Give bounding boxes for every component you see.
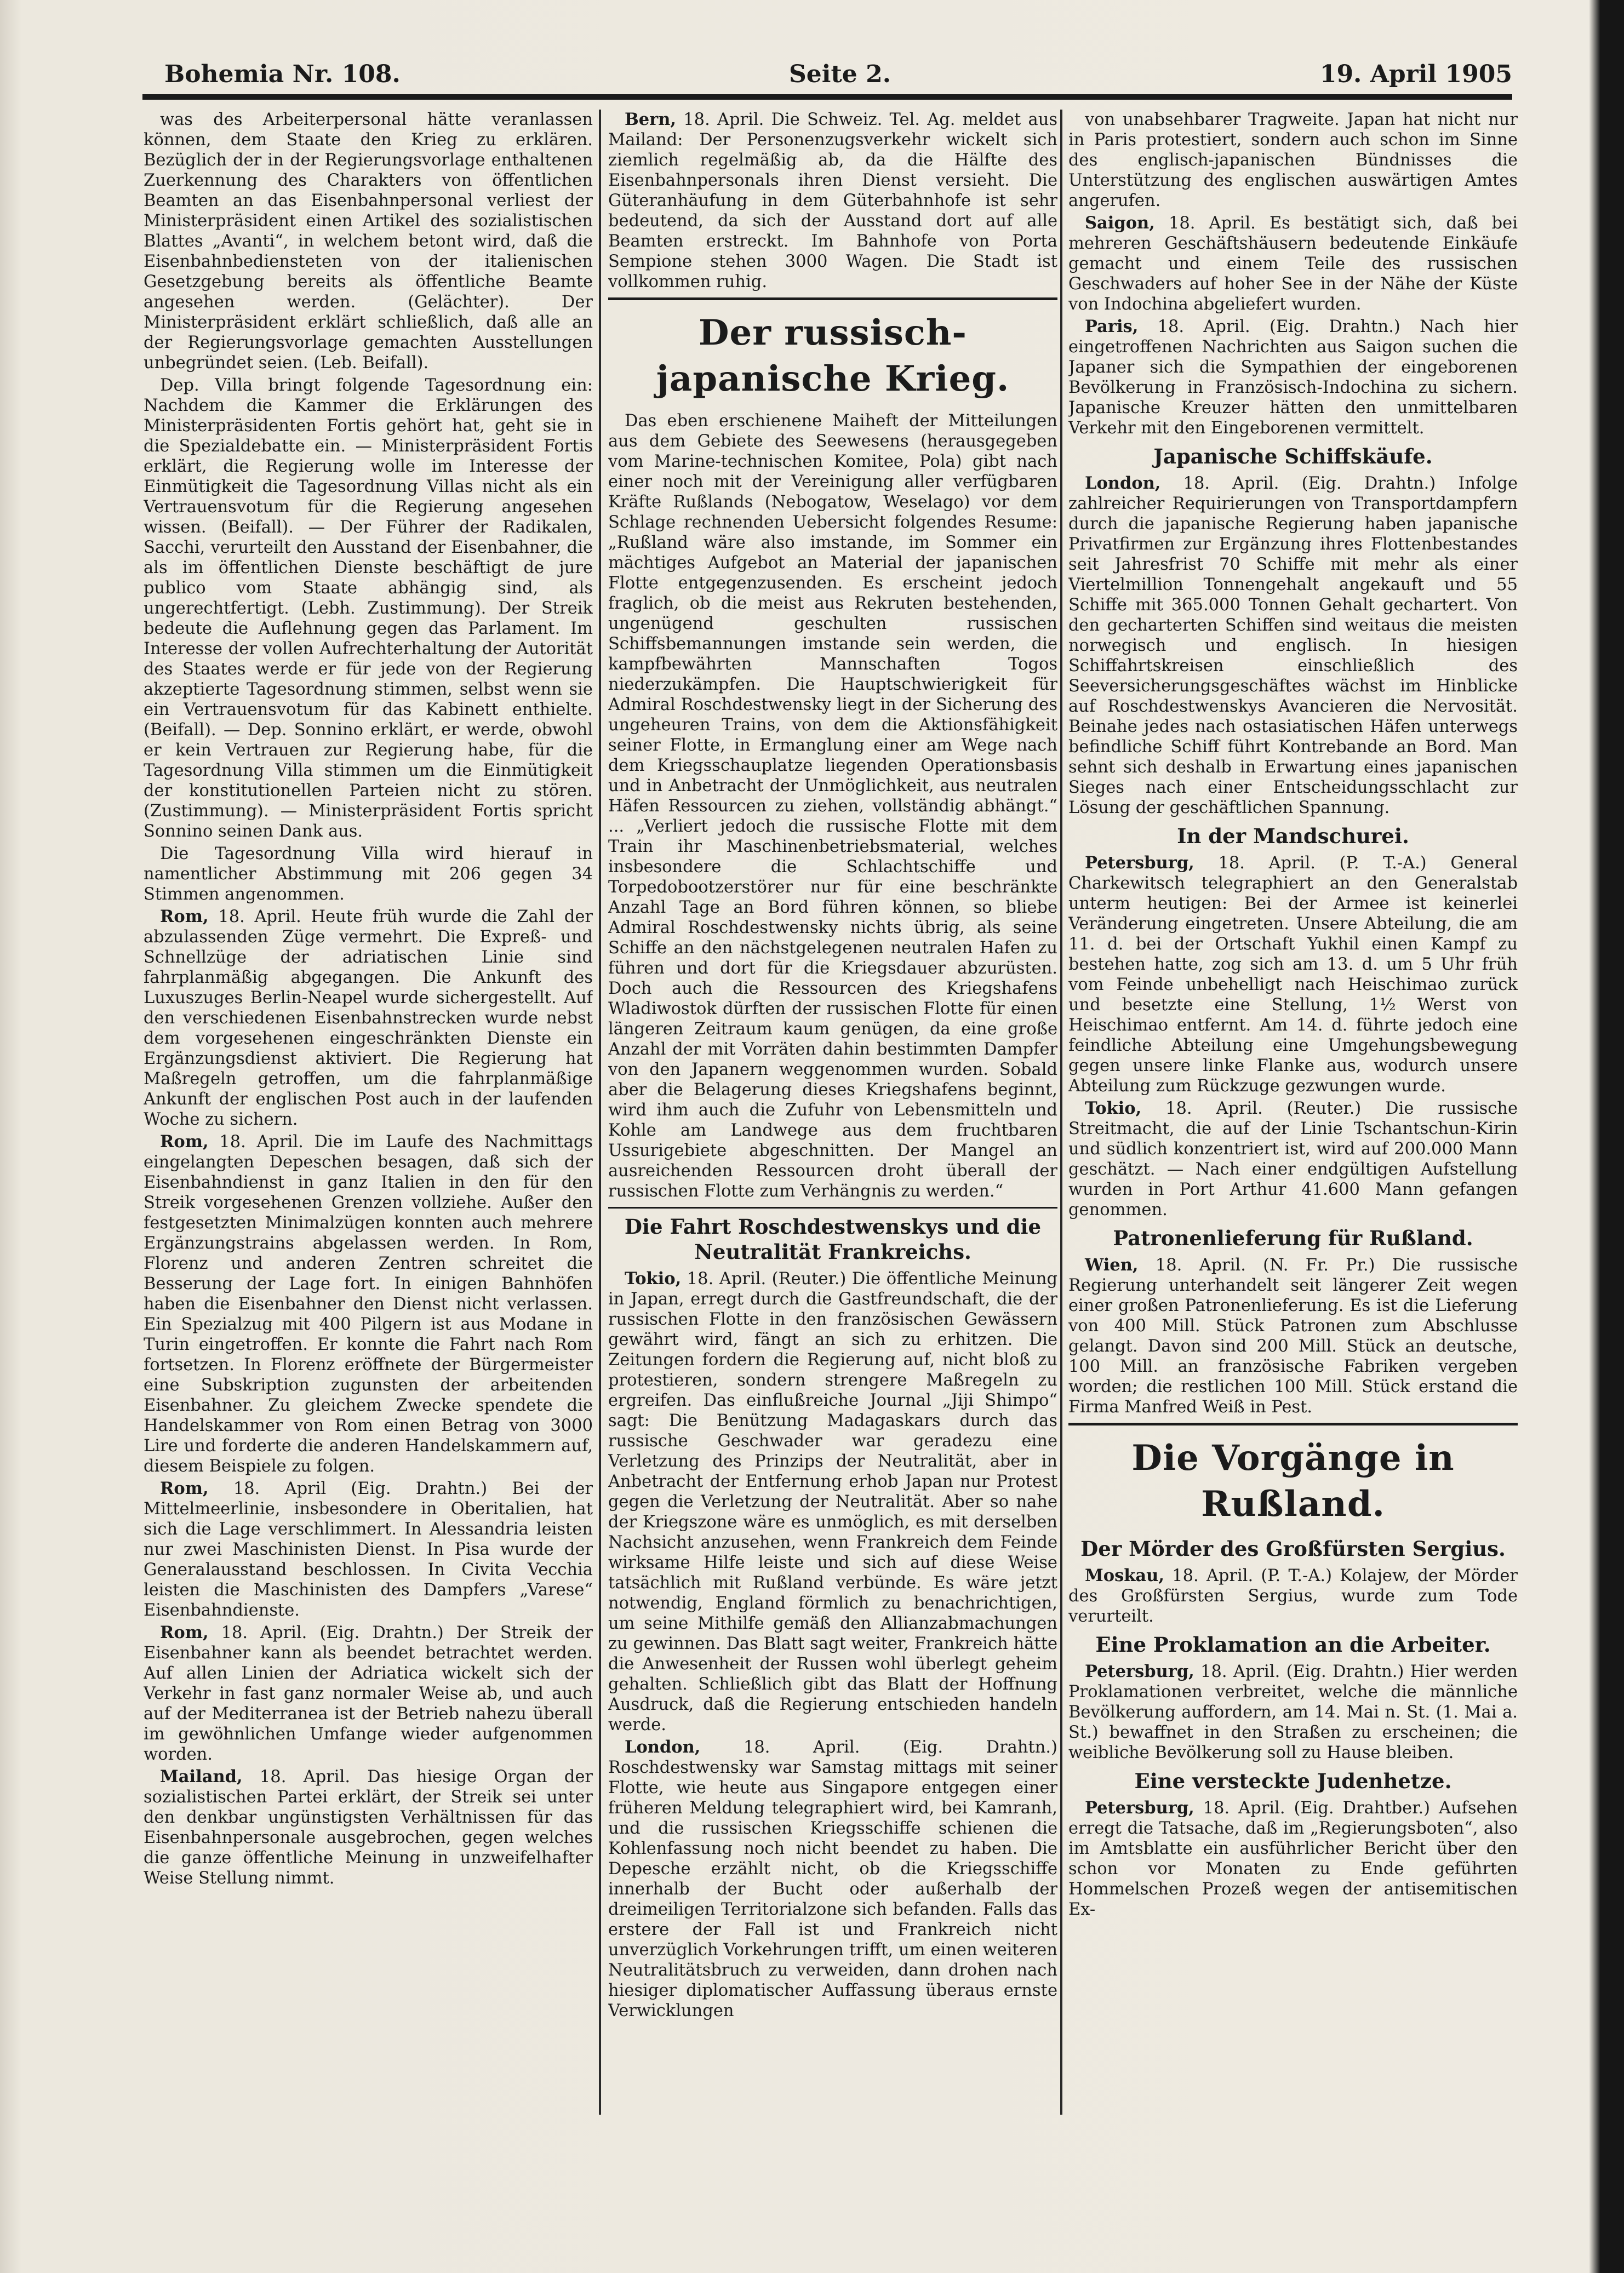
column-2 — [608, 110, 1057, 2115]
paragraph-text: 18. April. (Reuter.) Die öffentliche Meinung in Japan, erregt durch die Gastfreundschaft, die der russischen Flotte in den französischen Gewässern gewährt wird, fängt an sich zu erhitzen. Die Zeitungen fordern die Regierung auf, nicht bloß zu protestieren, sondern strengere Maßregeln zu ergreifen. Das einflußreiche Journal „Jiji Shimpo“ sagt: Die Benützung Madagaskars durch das russische Geschwader war geradezu eine Verletzung des Prinzips der Neutralität, aber in Anbetracht der Entfernung erhob Japan nur Protest gegen die Verletzung der Neutralität. Aber so nahe der Kriegszone wäre es unmöglich, es mit derselben Nachsicht anzusehen, wenn Frankreich dem Feinde wirksame Hilfe leiste und sich auf diese Weise tatsächlich mit Rußland verbünde. Es wäre jetzt notwendig, England förmlich zu benachrichtigen, um seine Mithilfe gemäß den Allianzabmachungen zu gewinnen. Das Blatt sagt weiter, Frankreich hätte die Anwesenheit der Russen wohl überlegt geheim gehalten. Schließlich gibt das Blatt der Hoffnung Ausdruck, daß die Regierung entschieden handeln werde. — [608, 1269, 1057, 1734]
paragraph-text: 18. April. (Eig. Drahtn.) Infolge zahlreicher Requirierungen von Transportdampfern durch die japanische Regierung haben japanische Privatfirmen zur Ergänzung ihres Flottenbestandes seit Jahresfrist 70 Schiffe mit mehr als einer Viertelmillion Tonnengehalt angekauft und 55 Schiffe mit 365.000 Tonnen Gehalt gechartert. Von den gecharterten Schiffen sind weitaus die meisten norwegisch und englisch. In hiesigen Schiffahrtskreisen einschließlich des Seeversicherungsgeschäftes wächst im Hinblicke auf Roschdestwenskys Avancieren die Nervosität. Beinahe jedes nach ostasiatischen Häfen unterwegs befindliche Schiff führt Kontrebande an Bord. Man sehnt sich deshalb in Erwartung eines japanischen Sieges nach einer Entscheidungsschlacht zur Lösung der geschäftlichen Spannung. — [1068, 474, 1518, 817]
dateline: Tokio, — [625, 1269, 682, 1289]
paragraph-text: 18. April. (P. T.-A.) General Charkewitsch telegraphiert an den Generalstab unterm heutigen: Bei der Armee ist keinerlei Veränderung eingetreten. Unsere Abteilung, die am 11. d. bei der Ortschaft Yukhil einen Kampf zu bestehen hatte, zog sich am 13. d. um 5 Uhr früh vom Feinde unbehelligt nach Heischimao zurück und besetzte eine Stellung, 1½ Werst von Heischimao entfernt. Am 14. d. führte jedoch eine feindliche Abteilung eine Umgehungsbewegung gegen unsere linke Flanke aus, wodurch unsere Abteilung zum Rückzuge gezwungen wurde. — [1068, 854, 1518, 1096]
article-paragraph — [144, 1767, 593, 1888]
paragraph-text: 18. April. Die Schweiz. Tel. Ag. meldet aus Mailand: Der Personenzugsverkehr wickelt sich ziemlich regelmäßig ab, da die Hälfte des Eisenbahnpersonals ihren Dienst versieht. Die Güteranhäufung in dem Güterbahnhofe ist sehr bedeutend, da sich der Ausstand dort auf alle Beamten erstreckt. Im Bahnhofe von Porta Sempione stehen 3000 Wagen. Die Stadt ist vollkommen ruhig. — [608, 110, 1057, 291]
dateline: Petersburg, — [1085, 1798, 1194, 1818]
column-1 — [144, 110, 593, 2104]
article-paragraph — [144, 110, 593, 373]
dateline: Rom, — [160, 1132, 209, 1152]
article-paragraph — [608, 411, 1057, 1201]
dateline: Petersburg, — [1085, 853, 1194, 873]
section-rule — [1068, 1423, 1518, 1425]
dateline: London, — [625, 1737, 701, 1757]
article-paragraph — [1068, 110, 1518, 211]
paragraph-text: Die Tagesordnung Villa wird hierauf in namentlicher Abstimmung mit 206 gegen 34 Stimmen angenommen. — [144, 844, 593, 904]
article-subheading: Der Mörder des Großfürsten Sergius. — [1080, 1537, 1506, 1561]
article-paragraph — [144, 375, 593, 841]
article-subheading: In der Mandschurei. — [1177, 824, 1409, 848]
page-header — [164, 60, 1512, 93]
article-paragraph — [144, 844, 593, 904]
column-divider-2 — [1060, 110, 1062, 2115]
paragraph-text: Dep. Villa bringt folgende Tagesordnung ein: Nachdem die Kammer die Erklärungen des Ministerpräsidenten Fortis gehört hat, geht sie in die Spezialdebatte ein. — Ministerpräsident Fortis erklärt, die Regierung wolle im Interesse der Einmütigkeit die Tagesordnung Villas nicht als ein Vertrauensvotum für die Regierung angesehen wissen. (Beifall). — Der Führer der Radikalen, Sacchi, verurteilt den Ausstand der Eisenbahner, die als im öffentlichen Dienste beschäftigt de jure publico vom Staate abhängig sind, als ungerechtfertigt. (Lebh. Zustimmung). Der Streik bedeute die Auflehnung gegen das Parlament. Im Interesse der vollen Aufrechterhaltung der Autorität des Staates werde er für jede von der Regierung akzeptierte Tagesordnung stimmen, selbst wenn sie ein Vertrauensvotum für das Kabinett enthielte. (Beifall). — Dep. Sonnino erklärt, er werde, obwohl er kein Vertrauen zur Regierung habe, für die Tagesordnung Villa stimmen um die Einmütigkeit der konstitutionellen Parteien nicht zu stören. (Zustimmung). — Ministerpräsident Fortis spricht Sonnino seinen Dank aus. — [144, 376, 593, 841]
article-paragraph — [1068, 213, 1518, 314]
column-3 — [1068, 110, 1518, 2115]
article-paragraph — [1068, 317, 1518, 438]
section-rule — [608, 297, 1057, 300]
column-divider-1 — [599, 110, 601, 2115]
article-subheading: Eine Proklamation an die Arbeiter. — [1095, 1633, 1491, 1657]
dateline: Paris, — [1085, 317, 1139, 336]
masthead-issue: Bohemia Nr. 108. — [164, 60, 401, 88]
paragraph-text: 18. April (Eig. Drahtn.) Bei der Mittelmeerlinie, insbesondere in Oberitalien, hat sich die Lage verschlimmert. In Alessandria leisten nur zwei Maschinisten Dienst. In Pisa wurde der Generalausstand beschlossen. In Civita Vecchia leisten die Maschinisten des Dampfers „Varese“ Eisenbahndienste. — [144, 1479, 593, 1620]
paragraph-text: 18. April. (P. T.-A.) Kolajew, der Mörder des Großfürsten Sergius, wurde zum Tode verurteilt. — [1068, 1566, 1518, 1626]
section-rule — [608, 1207, 1057, 1209]
section-headline: Der russisch-japanische Krieg. — [656, 312, 1010, 399]
dateline: Wien, — [1085, 1255, 1139, 1275]
article-paragraph — [144, 1132, 593, 1476]
issue-date: 19. April 1905 — [1319, 60, 1512, 88]
section-headline: Die Vorgänge in Rußland. — [1131, 1438, 1455, 1525]
article-paragraph — [1068, 473, 1518, 818]
article-paragraph — [1068, 853, 1518, 1096]
article-paragraph — [608, 110, 1057, 292]
page-edge-shadow — [1600, 0, 1624, 2273]
paragraph-text: 18. April. (N. Fr. Pr.) Die russische Regierung unterhandelt seit längerer Zeit wegen einer großen Patronenlieferung. Es ist die Lieferung von 400 Mill. Stück Patronen zum Abschlusse gelangt. Davon sind 200 Mill. Stück an deutsche, 100 Mill. an französische Fabriken vergeben worden; die restlichen 100 Mill. Stück erstand die Firma Manfred Weiß in Pest. — [1068, 1256, 1518, 1417]
paragraph-text: 18. April. Das hiesige Organ der sozialistischen Partei erklärt, der Streik sei unter den denkbar ungünstigsten Verhältnissen für das Eisenbahnpersonale ausgebrochen, gegen welches die ganze öffentliche Meinung in unzweifelhafter Weise Stellung nimmt. — [144, 1767, 593, 1888]
article-paragraph — [1068, 1255, 1518, 1417]
dateline: London, — [1085, 473, 1161, 493]
dateline: Bern, — [625, 110, 677, 129]
paragraph-text: 18. April. (Eig. Drahtber.) Aufsehen erregt die Tatsache, daß im „Regierungsboten“, also im Amtsblatte ein ausführlicher Bericht über den schon vor Monaten zu Ende geführten Hommelschen Prozeß wegen der antisemitischen Ex- — [1068, 1799, 1518, 1919]
paragraph-text: 18. April. Es bestätigt sich, daß bei mehreren Geschäftshäusern bedeutende Einkäufe gemacht und einem Teile des russischen Geschwaders auf hoher See in der Nähe der Küste von Indochina abgeliefert wurden. — [1068, 214, 1518, 314]
article-paragraph — [1068, 1798, 1518, 1920]
article-paragraph — [144, 1479, 593, 1621]
paragraph-text: 18. April. (Eig. Drahtn.) Roschdestwensky war Samstag mittags mit seiner Flotte, wie heute aus Singapore entgegen einer früheren Meldung telegraphiert wird, bei Kamranh, und die russischen Kriegsschiffe schienen die Kohlenfassung noch nicht beendet zu haben. Die Depesche erzählt nicht, ob die Kriegsschiffe innerhalb der Bucht oder außerhalb der dreimeiligen Territorialzone sich befanden. Falls das erstere der Fall ist und Frankreich nicht unverzüglich Vorkehrungen trifft, um einen weiteren Neutralitätsbruch zu verweiden, dann drohen nach hiesiger diplomatischer Auffassung überaus ernste Verwicklungen — [608, 1738, 1057, 2020]
paragraph-text: 18. April. Heute früh wurde die Zahl der abzulassenden Züge vermehrt. Die Expreß- und Schnellzüge der adriatischen Linie sind fahrplanmäßig abgegangen. Die Ankunft des Luxuszuges Berlin-Neapel wurde sichergestellt. Auf den verschiedenen Eisenbahnstrecken wurde nebst dem vorgesehenen eingeschränkten Dienste ein Ergänzungsdienst aktiviert. Die Regierung hat Maßregeln getroffen, um die fahrplanmäßige Ankunft der englischen Post auch in der laufenden Woche zu sichern. — [144, 907, 593, 1129]
dateline: Rom, — [160, 1623, 209, 1642]
dateline: Tokio, — [1085, 1098, 1142, 1118]
article-paragraph — [144, 1623, 593, 1765]
article-paragraph — [1068, 1566, 1518, 1627]
article-paragraph — [608, 1269, 1057, 1735]
dateline: Rom, — [160, 907, 209, 926]
paragraph-text: von unabsehbarer Tragweite. Japan hat nicht nur in Paris protestiert, sondern auch schon im Sinne des englisch-japanischen Bündnisses die Unterstützung des englischen auswärtigen Amtes angerufen. — [1068, 110, 1518, 210]
dateline: Saigon, — [1085, 213, 1155, 233]
paragraph-text: was des Arbeiterpersonal hätte veranlassen können, dem Staate den Krieg zu erklären. Bezüglich der in der Regierungsvorlage enthaltenen Zuerkennung des Charakters von öffentlichen Beamten an das Eisenbahnpersonal verliest der Ministerpräsident einen Artikel des sozialistischen Blattes „Avanti“, in welchem betont wird, daß die Eisenbahnbediensteten von der italienischen Gesetzgebung bereits als öffentliche Beamte angesehen werden. (Gelächter). Der Ministerpräsident erklärt schließlich, daß alle an der Regierungsvorlage gemachten Ausstellungen unbegründet seien. (Leb. Beifall). — [144, 110, 593, 373]
article-paragraph — [1068, 1662, 1518, 1763]
dateline: Rom, — [160, 1479, 209, 1498]
paragraph-text: 18. April. (Eig. Drahtn.) Hier werden Proklamationen verbreitet, welche die männliche Bevölkerung auffordern, am 14. Mai n. St. (1. Mai a. St.) bewaffnet in den Straßen zu erscheinen; die weibliche Bevölkerung soll zu Hause bleiben. — [1068, 1662, 1518, 1762]
article-paragraph — [144, 907, 593, 1130]
article-paragraph — [608, 1737, 1057, 2021]
article-subheading: Patronenlieferung für Rußland. — [1113, 1226, 1473, 1250]
dateline: Petersburg, — [1085, 1662, 1194, 1681]
dateline: Moskau, — [1085, 1566, 1164, 1585]
article-paragraph — [1068, 1098, 1518, 1220]
article-subheading: Japanische Schiffskäufe. — [1153, 444, 1433, 468]
paragraph-text: 18. April. Die im Laufe des Nachmittags eingelangten Depeschen besagen, daß sich der Eisenbahndienst in ganz Italien in den für den Streik vorgesehenen Grenzen vollziehe. Außer den festgesetzten Minimalzügen konnten auch mehrere Ergänzungstrains abgelassen werden. In Rom, Florenz und anderen Zentren schreitet die Besserung der Lage fort. In einigen Bahnhöfen haben die Eisenbahner den Dienst nicht verlassen. Ein Spezialzug mit 400 Pilgern ist aus Modane in Turin eingetroffen. Er konnte die Fahrt nach Rom fortsetzen. In Florenz eröffnete der Bürgermeister eine Subskription zugunsten der arbeitenden Eisenbahner. Zu gleichem Zwecke spendete die Handelskammer von Rom einen Betrag von 3000 Lire und forderte die anderen Handelskammern auf, diesem Beispiele zu folgen. — [144, 1132, 593, 1476]
page-number: Seite 2. — [789, 60, 891, 88]
article-subheading: Eine versteckte Judenhetze. — [1134, 1769, 1452, 1793]
header-rule — [142, 94, 1512, 100]
paragraph-text: Das eben erschienene Maiheft der Mitteilungen aus dem Gebiete des Seewesens (herausgegeben vom Marine-technischen Komitee, Pola) gibt nach einer noch mit der Vereinigung aller verfügbaren Kräfte Rußlands (Nebogatow, Weselago) vor dem Schlage rechnenden Uebersicht folgendes Resume: „Rußland wäre also imstande, im Sommer ein mächtiges Aufgebot an Material der japanischen Flotte entgegenzusenden. Es erscheint jedoch fraglich, ob die meist aus Rekruten bestehenden, ungenügend geschulten russischen Schiffsbemannungen imstande sein werden, die kampfbewährten Mannschaften Togos niederzukämpfen. Die Hauptschwierigkeit für Admiral Roschdestwensky liegt in der Sicherung des ungeheuren Trains, von dem die Aktionsfähigkeit seiner Flotte, in Ermanglung einer am Wege nach dem Kriegsschauplatze liegenden Operationsbasis und in Anbetracht der Unmöglichkeit, aus neutralen Häfen Ressourcen zu ziehen, vollständig abhängt.“ ... „Verliert jedoch die russische Flotte mit dem Train ihr Maschinenbetriebsmaterial, welches insbesondere die Schlachtschiffe und Torpedobootzerstörer nur für eine beschränkte Anzahl Tage an Bord führen können, so bliebe Admiral Roschdestwensky nichts übrig, als seine Schiffe an den nächstgelegenen neutralen Hafen zu führen und dort für die Kriegsdauer abzurüsten. Doch auch die Ressourcen des Kriegshafens Wladiwostok dürften der russischen Flotte für einen längeren Zeitraum kaum genügen, da eine große Anzahl der mit Vorräten dahin bestimmten Dampfer von den Japanern weggenommen wurden. Sobald aber die Belagerung dieses Kriegshafens beginnt, wird ihm auch die Zufuhr von Lebensmitteln und Kohle am Landwege aus dem fruchtbaren Ussurigebiete abgeschnitten. Der Mangel an ausreichenden Ressourcen droht überall der russischen Flotte zum Verhängnis zu werden.“ — [608, 411, 1057, 1201]
article-subheading: Die Fahrt Roschdestwenskys und die Neutralität Frankreichs. — [624, 1215, 1042, 1264]
paragraph-text: 18. April. (Eig. Drahtn.) Der Streik der Eisenbahner kann als beendet betrachtet werden. Auf allen Linien der Adriatica wickelt sich der Verkehr in fast ganz normaler Weise ab, und auch auf der Mediterranea ist der Betrieb nahezu überall im gewöhnlichen Umfange wieder aufgenommen worden. — [144, 1623, 593, 1764]
paragraph-text: 18. April. (Reuter.) Die russische Streitmacht, die auf der Linie Tschantschun-Kirin und südlich konzentriert ist, wird auf 200.000 Mann geschätzt. — Nach einer endgültigen Aufstellung wurden in Port Arthur 41.600 Mann gefangen genommen. — [1068, 1099, 1518, 1219]
dateline: Mailand, — [160, 1767, 243, 1787]
paragraph-text: 18. April. (Eig. Drahtn.) Nach hier eingetroffenen Nachrichten aus Saigon suchen die Japaner sich die Sympathien der eingeborenen Bevölkerung in Französisch-Indochina zu sichern. Japanische Kreuzer hätten den unmittelbaren Verkehr mit den Eingeborenen vermittelt. — [1068, 317, 1518, 438]
